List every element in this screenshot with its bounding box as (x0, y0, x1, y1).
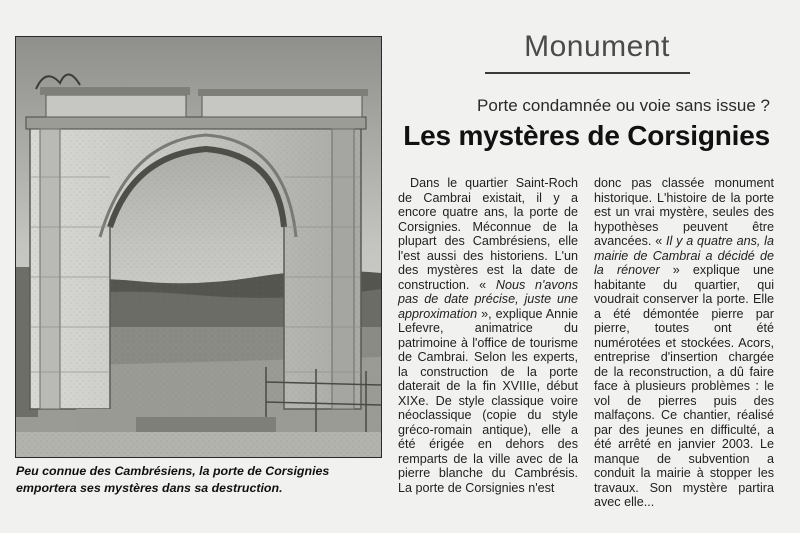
column-2-text-a: donc pas classée monument historique. L'histoire de la porte est un vrai mystère, seules des hypothèses peuvent être avancées. « (594, 176, 774, 248)
column-2-text-b: » explique une habitante du quartier, qui voudrait conserver la porte. Elle a été démontée pierre par pierre, toutes ont été numérotées et stockées. Acors, entreprise d'insertion chargée de la reconstruction, a dû faire face à plusieurs problèmes : le vol de pierres puis des malfaçons. Ce chantier, réalisé par des jeunes en difficulté, a été arrêté en janvier 2003. Le manque de subvention a conduit la mairie à stopper les travaux. Son mystère partira avec elle... (594, 263, 774, 509)
column-1-text-a: Dans le quartier Saint-Roch de Cambrai existait, il y a encore quatre ans, la porte de Corsignies. Méconnue de la plupart des Cambrésiens, elle l'est aussi des historiens. L'un des mystères est la date de construction. « (398, 176, 578, 292)
triumphal-arch-photo-icon (16, 37, 381, 457)
column-1-text-b: », explique Annie Lefevre, animatrice du patrimoine à l'office de tourisme de Cambrai. Selon les experts, la construction de la porte daterait de la fin XVIIIe, début XIXe. De style classique voire néoclassique (copie du style gréco-romain antique), elle a été érigée en dehors des remparts de la ville avec de la pierre blanche du Cambrésis. La porte de Corsignies n'est (398, 306, 578, 495)
article-column-2 (594, 176, 774, 510)
column-2-paragraph (594, 176, 774, 510)
article-column-1 (398, 176, 578, 495)
rubric-divider (485, 72, 690, 74)
photo-caption: Peu connue des Cambrésiens, la porte de Corsignies emportera ses mystères dans sa destruction. (16, 464, 330, 495)
column-1-quote: Nous n'avons pas de date précise, juste une approximation (398, 277, 578, 321)
section-rubric: Monument (524, 30, 670, 63)
article-headline: Les mystères de Corsignies (403, 120, 770, 151)
arch-photo (15, 36, 382, 458)
column-2-quote: Il y a quatre ans, la mairie de Cambrai a décidé de la rénover (594, 234, 774, 277)
column-1-paragraph (398, 176, 578, 495)
article-subtitle: Porte condamnée ou voie sans issue ? (477, 96, 770, 115)
